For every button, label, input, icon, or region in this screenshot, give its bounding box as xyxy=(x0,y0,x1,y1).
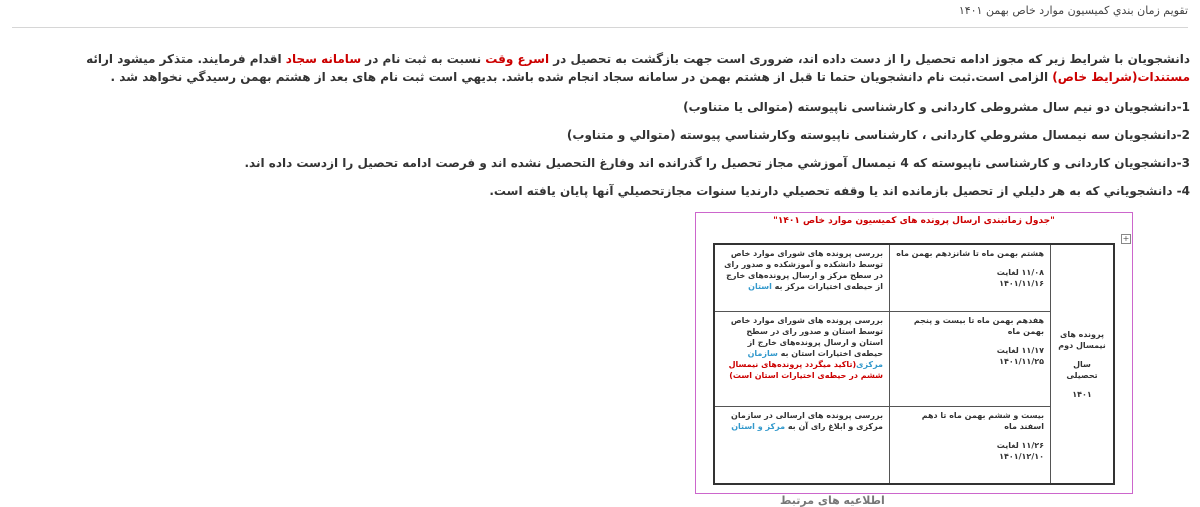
intro-documents-highlight: مستندات(شرایط خاص) xyxy=(1052,70,1190,84)
schedule-table xyxy=(713,243,1115,485)
period-cell xyxy=(890,406,1051,484)
article-body xyxy=(30,50,1190,210)
period-text: هفدهم بهمن ماه تا بیست و پنجم بهمن ماه xyxy=(913,315,1044,336)
review-target: استان xyxy=(748,282,772,291)
period-cell xyxy=(890,311,1051,406)
period-range: ۱۱/۲۶ لغایت xyxy=(996,440,1044,450)
period-end: ۱۴۰۱/۱۱/۲۵ xyxy=(999,356,1044,366)
review-target: سازمان مرکزی xyxy=(747,348,883,369)
page-title: تقویم زمان بندي كميسيون موارد خاص بهمن ۱۴۰۱ xyxy=(958,4,1188,17)
period-text: هشتم بهمن ماه تا شانزدهم بهمن ماه xyxy=(896,249,1044,258)
semester-year: ۱۴۰۱ xyxy=(1072,389,1092,399)
period-end: ۱۴۰۱/۱۲/۱۰ xyxy=(999,451,1044,461)
intro-sajad-highlight: سامانه سجاد xyxy=(285,52,362,66)
title-divider xyxy=(12,27,1188,28)
semester-label: پرونده های نیمسال دوم xyxy=(1058,329,1106,350)
intro-asap-highlight: اسرع وقت xyxy=(485,52,550,66)
period-range: ۱۱/۱۷ لغایت xyxy=(996,345,1044,355)
review-text: بررسی پرونده های شورای موارد خاص توسط دانشکده و آموزشکده و صدور رای در سطح مرکز و ارسال پرونده‌های خارج از حیطه‌ی اختیارات مرکز به xyxy=(724,249,883,291)
period-end: ۱۴۰۱/۱۱/۱۶ xyxy=(999,279,1044,288)
intro-text-2: نسبت به ثبت نام در xyxy=(361,52,486,66)
review-text: بررسی پرونده های شورای موارد خاص توسط استان و صدور رای در سطح استان و ارسال پرونده‌های خارج از حیطه‌ی اختیارات استان به xyxy=(730,315,883,358)
review-cell xyxy=(714,406,890,484)
period-cell xyxy=(890,244,1051,311)
condition-item-1: 1-دانشجویان دو نیم سال مشروطی کاردانی و کارشناسی ناپیوسته (متوالی یا متناوب) xyxy=(683,100,1190,114)
review-cell xyxy=(714,244,890,311)
period-text: بیست و ششم بهمن ماه تا دهم اسفند ماه xyxy=(921,410,1044,431)
condition-item-4: 4- دانشجویاني که به هر دلیلي از تحصیل بازمانده اند یا وقفه تحصیلي دارندیا سنوات مجازتحصیلي آنها پایان یافته است. xyxy=(489,184,1190,198)
schedule-table-box xyxy=(695,212,1133,494)
table-row xyxy=(714,244,1114,311)
intro-text-4: الزامی است.ثبت نام دانشجویان حتما تا قبل از هشتم بهمن در سامانه سجاد انجام شده باشد. بدیهي است ثبت نام های بعد از هشتم بهمن رسیدگي نخواهد شد . xyxy=(110,70,1053,84)
intro-text-1: دانشجویان با شرایط زیر که مجوز ادامه تحصیل را از دست داده اند، ضروری است جهت بازگشت به تحصیل در xyxy=(549,52,1190,66)
table-expand-icon[interactable]: + xyxy=(1122,234,1130,243)
period-range: ۱۱/۰۸ لغایت xyxy=(996,268,1044,277)
review-note: (تاکید میگردد پرونده‌های نیمسال ششم در حیطه‌ی اختیارات استان است) xyxy=(728,359,883,380)
cut-off-text: اطلاعیه های مرتبط xyxy=(780,494,885,507)
semester-year-label: سال تحصیلی xyxy=(1066,359,1098,380)
review-target: مرکز و استان xyxy=(731,421,786,431)
semester-cell xyxy=(1051,244,1115,484)
condition-item-2: 2-دانشجویان سه نیمسال مشروطي کاردانی ، کارشناسی ناپیوسته وکارشناسي پیوسته (متوالي و متناوب) xyxy=(566,128,1190,142)
schedule-table-title: "جدول زمانبندی ارسال پرونده های کمیسیون موارد خاص ۱۴۰۱" xyxy=(773,216,1055,226)
condition-item-3: 3-دانشجویان کاردانی و کارشناسی ناپیوسته که 4 نیمسال آموزشي مجاز تحصیل را گذرانده اند وفارغ التحصیل نشده اند و فرصت ادامه تحصیل را ازدست داده اند. xyxy=(244,156,1190,170)
review-text: بررسی پرونده های ارسالی در سازمان مرکزی و ابلاغ رای آن به xyxy=(731,410,883,431)
review-cell xyxy=(714,311,890,406)
intro-text-3: اقدام فرمایند. متذکر میشود ارائه xyxy=(86,52,286,66)
intro-paragraph xyxy=(30,50,1190,86)
